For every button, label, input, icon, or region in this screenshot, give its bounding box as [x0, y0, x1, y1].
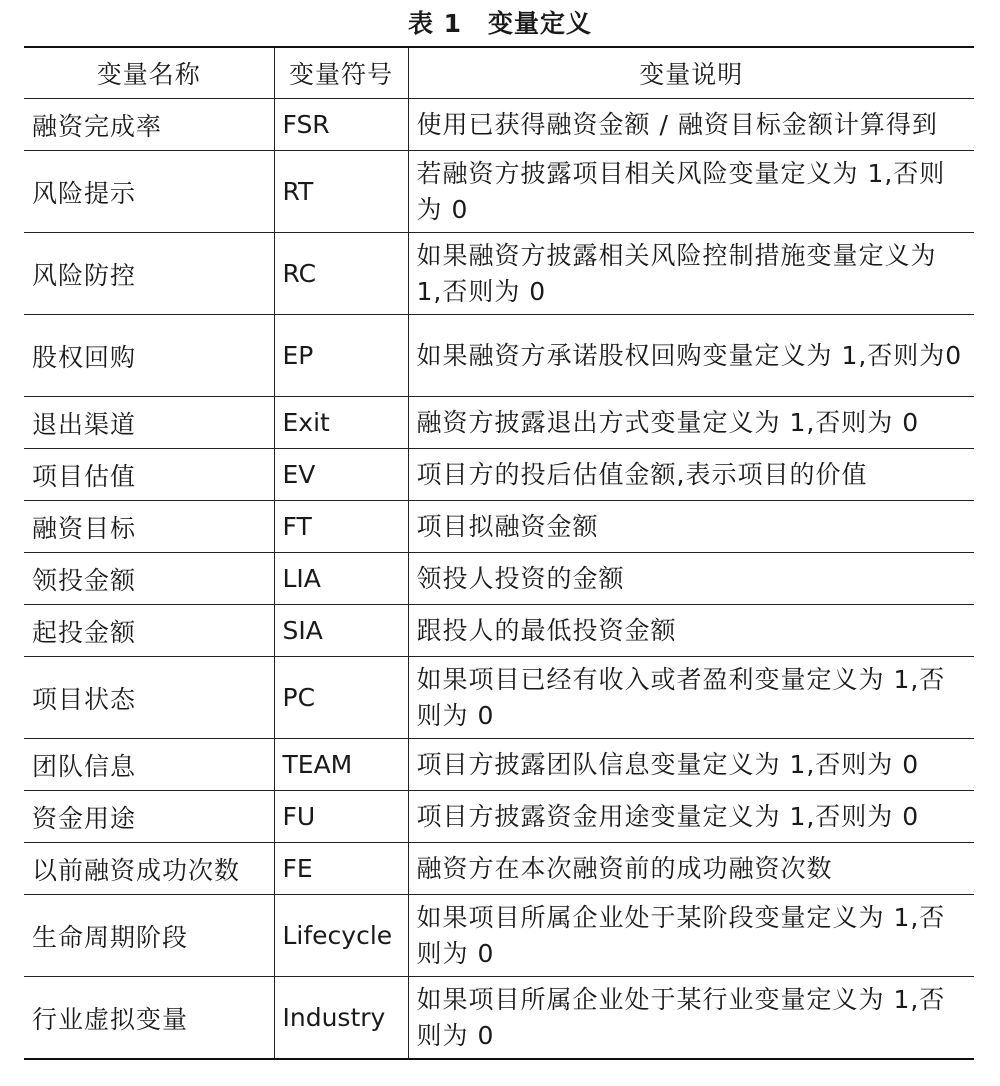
variable-symbol-cell: FU — [274, 791, 408, 843]
table-title: 变量定义 — [488, 9, 593, 38]
table-row — [24, 605, 974, 657]
variable-symbol-cell: Lifecycle — [274, 895, 408, 977]
variable-name-cell: 领投金额 — [24, 553, 274, 605]
variable-description-cell: 如果融资方披露相关风险控制措施变量定义为 1,否则为 0 — [408, 233, 974, 315]
table-number: 表 1 — [407, 9, 463, 38]
variable-symbol-cell: RC — [274, 233, 408, 315]
variable-name-cell: 行业虚拟变量 — [24, 977, 274, 1060]
variable-symbol-cell: RT — [274, 151, 408, 233]
variable-description-cell: 融资方披露退出方式变量定义为 1,否则为 0 — [408, 397, 974, 449]
table-row — [24, 791, 974, 843]
variable-symbol-cell: FT — [274, 501, 408, 553]
variable-symbol-cell: Industry — [274, 977, 408, 1060]
table-row — [24, 233, 974, 315]
variable-name-cell: 资金用途 — [24, 791, 274, 843]
header-variable-name: 变量名称 — [24, 47, 274, 99]
variable-name-cell: 风险提示 — [24, 151, 274, 233]
variable-description-cell: 如果项目所属企业处于某阶段变量定义为 1,否则为 0 — [408, 895, 974, 977]
variable-name-cell: 项目状态 — [24, 657, 274, 739]
variable-description-cell: 项目方披露团队信息变量定义为 1,否则为 0 — [408, 739, 974, 791]
variable-symbol-cell: TEAM — [274, 739, 408, 791]
variable-description-cell: 项目方的投后估值金额,表示项目的价值 — [408, 449, 974, 501]
header-row — [24, 47, 974, 99]
variable-name-cell: 融资完成率 — [24, 99, 274, 151]
variable-description-cell: 跟投人的最低投资金额 — [408, 605, 974, 657]
variable-definition-table — [24, 46, 974, 1060]
variable-name-cell: 团队信息 — [24, 739, 274, 791]
variable-name-cell: 融资目标 — [24, 501, 274, 553]
table-row — [24, 315, 974, 397]
table-row — [24, 895, 974, 977]
variable-symbol-cell: FE — [274, 843, 408, 895]
table-row — [24, 977, 974, 1060]
variable-symbol-cell: FSR — [274, 99, 408, 151]
header-variable-symbol: 变量符号 — [274, 47, 408, 99]
table-caption — [0, 0, 1000, 44]
table-row — [24, 843, 974, 895]
variable-description-cell: 融资方在本次融资前的成功融资次数 — [408, 843, 974, 895]
table-row — [24, 739, 974, 791]
variable-description-cell: 如果项目已经有收入或者盈利变量定义为 1,否则为 0 — [408, 657, 974, 739]
table-row — [24, 449, 974, 501]
variable-symbol-cell: EP — [274, 315, 408, 397]
variable-name-cell: 股权回购 — [24, 315, 274, 397]
variable-description-cell: 项目方披露资金用途变量定义为 1,否则为 0 — [408, 791, 974, 843]
variable-symbol-cell: SIA — [274, 605, 408, 657]
table-row — [24, 657, 974, 739]
variable-symbol-cell: PC — [274, 657, 408, 739]
variable-name-cell: 项目估值 — [24, 449, 274, 501]
variable-symbol-cell: EV — [274, 449, 408, 501]
table-row — [24, 151, 974, 233]
header-variable-description: 变量说明 — [408, 47, 974, 99]
variable-symbol-cell: Exit — [274, 397, 408, 449]
variable-description-cell: 使用已获得融资金额 / 融资目标金额计算得到 — [408, 99, 974, 151]
table-row — [24, 501, 974, 553]
variable-name-cell: 生命周期阶段 — [24, 895, 274, 977]
variable-description-cell: 项目拟融资金额 — [408, 501, 974, 553]
variable-name-cell: 以前融资成功次数 — [24, 843, 274, 895]
variable-description-cell: 如果项目所属企业处于某行业变量定义为 1,否则为 0 — [408, 977, 974, 1060]
variable-symbol-cell: LIA — [274, 553, 408, 605]
variable-description-cell: 领投人投资的金额 — [408, 553, 974, 605]
table-row — [24, 99, 974, 151]
variable-description-cell: 如果融资方承诺股权回购变量定义为 1,否则为0 — [408, 315, 974, 397]
variable-name-cell: 退出渠道 — [24, 397, 274, 449]
variable-name-cell: 起投金额 — [24, 605, 274, 657]
table-row — [24, 397, 974, 449]
variable-name-cell: 风险防控 — [24, 233, 274, 315]
table-row — [24, 553, 974, 605]
variable-description-cell: 若融资方披露项目相关风险变量定义为 1,否则为 0 — [408, 151, 974, 233]
